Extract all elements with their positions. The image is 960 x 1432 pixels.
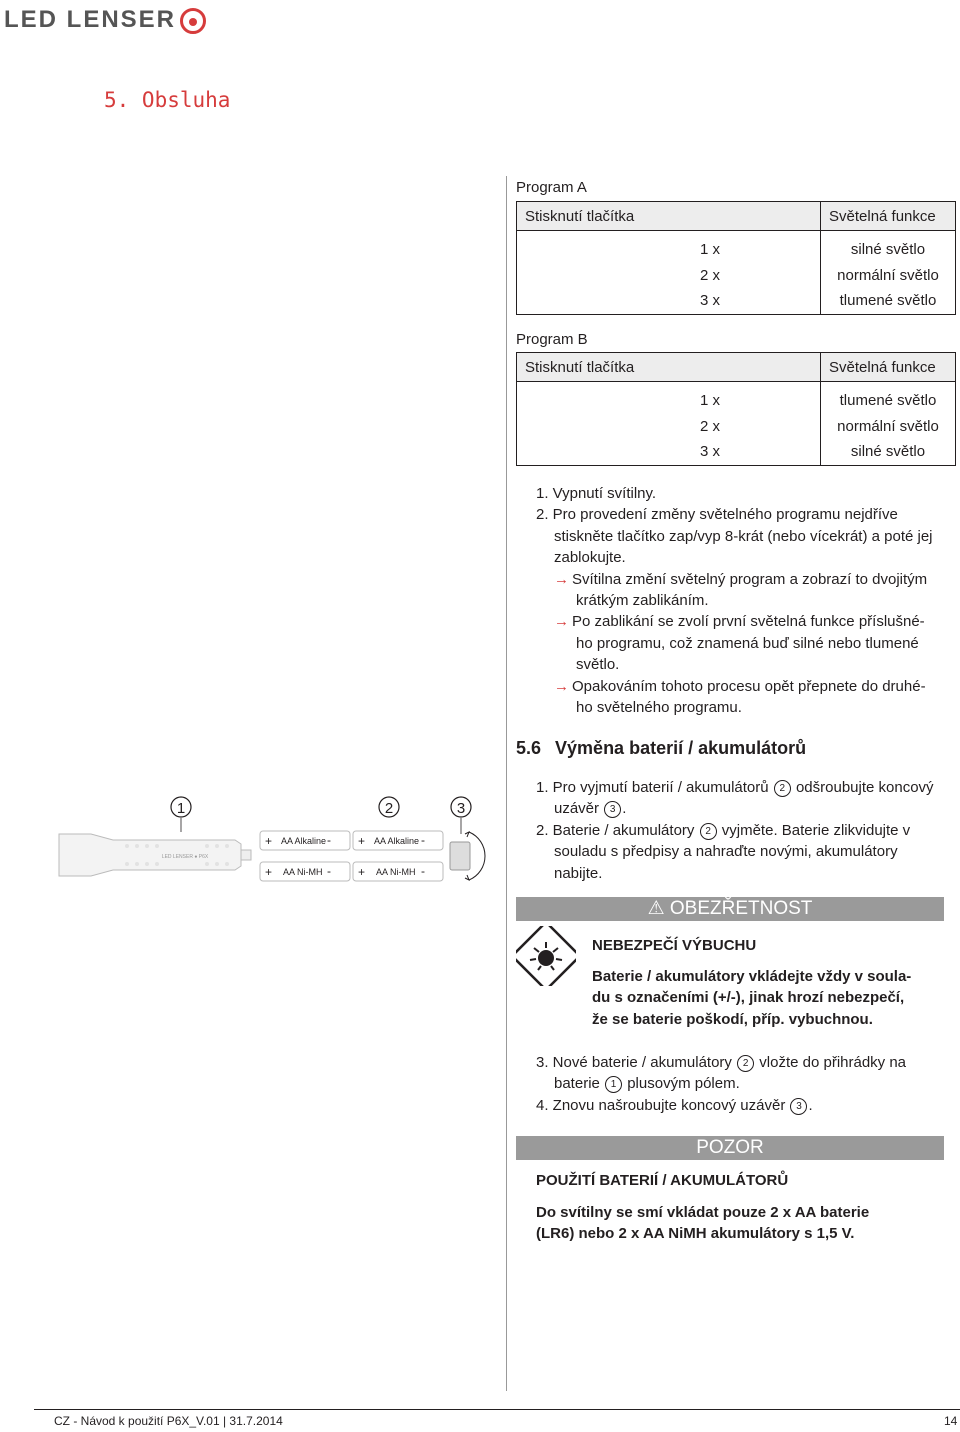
press-cell bbox=[517, 231, 821, 315]
svg-text:LED LENSER ● P6X: LED LENSER ● P6X bbox=[161, 854, 209, 860]
press-value: 1 x bbox=[699, 392, 720, 409]
svg-text:AA Alkaline: AA Alkaline bbox=[281, 836, 327, 846]
callout-2: 2 bbox=[384, 800, 394, 817]
step-text: 3. Nové baterie / akumulátory bbox=[536, 1054, 732, 1071]
battery-figure bbox=[55, 790, 495, 890]
table-row bbox=[517, 382, 956, 466]
caution-heading: POUŽITÍ BATERIÍ / AKUMULÁTORŮ bbox=[536, 1172, 789, 1189]
press-value: 2 x bbox=[699, 266, 720, 284]
col-press-header: Stisknutí tlačítka bbox=[517, 353, 821, 382]
result-line: Po zablikání se zvolí první světelná funkce příslušné- bbox=[572, 613, 925, 631]
batteries-icon bbox=[260, 831, 443, 881]
svg-text:-: - bbox=[421, 833, 425, 847]
section-number: 5.6 bbox=[516, 738, 542, 758]
program-a-label: Program A bbox=[516, 179, 587, 196]
result-line: ho světelného programu. bbox=[576, 699, 742, 717]
explosion-hazard-icon bbox=[516, 926, 576, 986]
footer-divider bbox=[34, 1409, 960, 1410]
press-value: 2 x bbox=[699, 417, 720, 435]
function-value: silné světlo bbox=[850, 443, 926, 460]
arrow-icon: → bbox=[554, 613, 569, 631]
result-line: krátkým zablikáním. bbox=[576, 592, 709, 610]
svg-text:+: + bbox=[358, 865, 366, 879]
svg-text:-: - bbox=[327, 864, 331, 878]
result-line: Opakováním tohoto procesu opět přepnete do druhé- bbox=[572, 677, 926, 695]
warning-text bbox=[592, 966, 952, 1030]
svg-text:+: + bbox=[358, 834, 366, 848]
callout-3: 3 bbox=[456, 800, 466, 817]
flashlight-icon bbox=[59, 834, 251, 876]
function-value: normální světlo bbox=[837, 417, 939, 435]
section-heading-text: Výměna baterií / akumulátorů bbox=[555, 738, 807, 758]
result-line: světlo. bbox=[576, 656, 620, 674]
arrow-icon: → bbox=[554, 677, 569, 695]
col-function-header: Světelná funkce bbox=[821, 353, 956, 382]
caution-line: Do svítilny se smí vkládat pouze 2 x AA baterie bbox=[536, 1204, 870, 1221]
col-function-header: Světelná funkce bbox=[821, 202, 956, 231]
table-row bbox=[517, 231, 956, 315]
function-value: normální světlo bbox=[837, 266, 939, 284]
table-header-row bbox=[517, 202, 956, 231]
result-line: Svítilna změní světelný program a zobrazí to dvojitým bbox=[572, 570, 928, 588]
footer-text: CZ - Návod k použití P6X_V.01 | 31.7.2014 bbox=[54, 1414, 283, 1428]
function-value: tlumené světlo bbox=[839, 292, 937, 309]
ref-2-icon: 2 bbox=[700, 823, 717, 840]
press-cell bbox=[517, 382, 821, 466]
section-heading bbox=[516, 738, 806, 759]
press-value: 1 x bbox=[699, 241, 720, 258]
warning-line: že se baterie poškodí, příp. vybuchnou. bbox=[592, 1010, 873, 1028]
svg-text:+: + bbox=[265, 865, 273, 879]
step-2-line: zablokujte. bbox=[554, 549, 626, 567]
warning-banner-text: OBEZŘETNOST bbox=[669, 898, 813, 919]
svg-text:AA Ni-MH: AA Ni-MH bbox=[283, 867, 323, 877]
step-2-line: stiskněte tlačítko zap/vyp 8-krát (nebo vícekrát) a poté jej bbox=[554, 527, 933, 545]
ref-3-icon: 3 bbox=[604, 801, 621, 818]
brand-name: LED LENSER bbox=[4, 6, 177, 33]
step-text: 4. Znovu našroubujte koncový uzávěr bbox=[536, 1096, 786, 1114]
brand-mark-icon bbox=[180, 8, 206, 34]
function-cell bbox=[821, 382, 956, 466]
step-text: 1. Pro vyjmutí baterií / akumulátorů bbox=[536, 779, 769, 796]
ref-2-icon: 2 bbox=[774, 780, 791, 797]
function-cell bbox=[821, 231, 956, 315]
function-value: tlumené světlo bbox=[839, 392, 937, 409]
warning-heading: NEBEZPEČÍ VÝBUCHU bbox=[592, 937, 757, 954]
program-b-table bbox=[516, 352, 956, 466]
step-text: plusovým pólem. bbox=[627, 1075, 740, 1093]
section-title: 5. Obsluha bbox=[104, 88, 231, 112]
step-text: odšroubujte koncový bbox=[795, 779, 934, 796]
svg-text:AA Alkaline: AA Alkaline bbox=[374, 836, 420, 846]
table-header-row bbox=[517, 353, 956, 382]
warning-line: Baterie / akumulátory vkládejte vždy v soula- bbox=[592, 968, 912, 985]
col-press-header: Stisknutí tlačítka bbox=[517, 202, 821, 231]
step-text: 2. Baterie / akumulátory bbox=[536, 821, 695, 839]
brand-logo bbox=[4, 6, 206, 34]
steps-list bbox=[536, 483, 960, 718]
ref-2-icon: 2 bbox=[737, 1055, 754, 1072]
column-divider bbox=[506, 176, 507, 1391]
svg-text:AA Ni-MH: AA Ni-MH bbox=[376, 867, 416, 877]
step-text: souladu s předpisy a nahraďte novými, akumulátory bbox=[554, 843, 898, 861]
function-value: silné světlo bbox=[850, 241, 926, 258]
press-value: 3 x bbox=[699, 292, 720, 309]
warning-line: du s označeními (+/-), jinak hrozí nebezpečí, bbox=[592, 989, 905, 1007]
program-b-label: Program B bbox=[516, 331, 588, 348]
step-text: vyjměte. Baterie zlikvidujte v bbox=[721, 821, 911, 839]
svg-text:-: - bbox=[421, 864, 425, 878]
step-1: 1. Vypnutí svítilny. bbox=[536, 485, 657, 502]
battery-steps-a: 1. Pro vyjmutí baterií / akumulátorů 2 odšroubujte koncový uzávěr 3 . 2. Baterie / akumulátory 2 vyjměte. Baterie zlikvidujte v souladu s předpisy a nahraďte novými, akumulátory nabijte. bbox=[536, 777, 960, 884]
warning-triangle-icon: ⚠ bbox=[647, 898, 665, 919]
step-text: baterie bbox=[554, 1075, 600, 1093]
page-number: 14 bbox=[944, 1414, 958, 1428]
step-text: vložte do přihrádky na bbox=[759, 1054, 907, 1071]
step-text: uzávěr bbox=[554, 800, 600, 818]
callout-1: 1 bbox=[176, 800, 186, 817]
ref-1-icon: 1 bbox=[605, 1076, 622, 1093]
arrow-icon: → bbox=[554, 570, 569, 588]
ref-3-icon: 3 bbox=[790, 1098, 807, 1115]
caution-line: (LR6) nebo 2 x AA NiMH akumulátory s 1,5 V. bbox=[536, 1225, 855, 1243]
press-value: 3 x bbox=[699, 443, 720, 460]
caution-text bbox=[536, 1202, 936, 1245]
caution-banner: POZOR bbox=[516, 1136, 944, 1160]
warning-banner bbox=[516, 897, 944, 921]
result-line: ho programu, což znamená buď silné nebo tlumené bbox=[576, 634, 919, 652]
program-a-table bbox=[516, 201, 956, 315]
battery-steps-b: 3. Nové baterie / akumulátory 2 vložte do přihrádky na baterie 1 plusovým pólem. 4. Znovu našroubujte koncový uzávěr 3 . bbox=[536, 1054, 907, 1114]
svg-text:+: + bbox=[265, 834, 273, 848]
step-text: nabijte. bbox=[554, 864, 603, 882]
end-cap-icon bbox=[450, 832, 485, 880]
svg-text:-: - bbox=[327, 833, 331, 847]
step-2-line: 2. Pro provedení změny světelného programu nejdříve bbox=[536, 506, 898, 524]
